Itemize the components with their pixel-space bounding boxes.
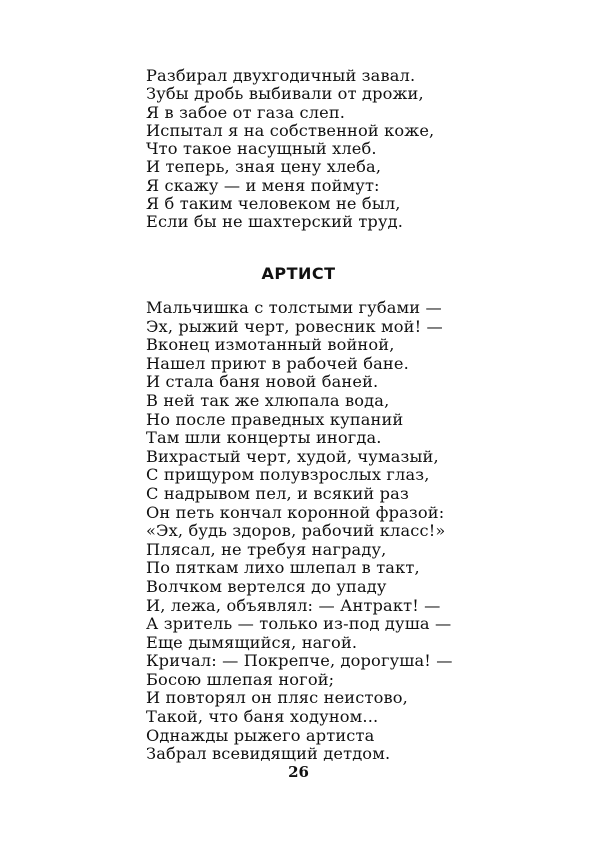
verse-line: Если бы не шахтерский труд. xyxy=(146,212,404,232)
verse-line: Однажды рыжего артиста xyxy=(146,725,375,745)
verse-line: А зритель — только из-под душа — xyxy=(146,614,452,634)
verse-line: Вихрастый черт, худой, чумазый, xyxy=(146,446,439,466)
page-number: 26 xyxy=(288,763,309,781)
verse-line: В ней так же хлюпала вода, xyxy=(146,390,390,410)
previous-poem-ending xyxy=(146,67,434,232)
verse-line: По пяткам лихо шлепал в такт, xyxy=(146,558,420,578)
verse-line: Я б таким человеком не был, xyxy=(146,194,401,214)
verse-line: «Эх, будь здоров, рабочий класс!» xyxy=(146,521,446,541)
verse-line: Мальчишка с толстыми губами — xyxy=(146,298,442,317)
verse-line: Я в забое от газа слеп. xyxy=(146,102,346,122)
verse-line: И теперь, зная цену хлеба, xyxy=(146,157,382,177)
verse-line: Вконец измотанный войной, xyxy=(146,335,395,355)
verse-line: Там шли концерты иногда. xyxy=(146,428,382,448)
verse-line: С надрывом пел, и всякий раз xyxy=(146,483,409,503)
verse-line: Что такое насущный хлеб. xyxy=(146,139,377,159)
verse-line: И стала баня новой баней. xyxy=(146,372,379,392)
verse-line: Кричал: — Покрепче, дорогуша! — xyxy=(146,651,453,671)
poem-title: АРТИСТ xyxy=(261,264,336,283)
verse-line: Нашел приют в рабочей бане. xyxy=(146,353,409,373)
verse-line: И повторял он пляс неистово, xyxy=(146,688,408,708)
verse-line: С прищуром полувзрослых глаз, xyxy=(146,465,430,485)
verse-line: И, лежа, объявлял: — Антракт! — xyxy=(146,595,441,615)
verse-line: Забрал всевидящий детдом. xyxy=(146,744,391,764)
verse-line: Волчком вертелся до упаду xyxy=(146,576,387,596)
verse-line: Босою шлепая ногой; xyxy=(146,669,335,689)
verse-line: Эх, рыжий черт, ровесник мой! — xyxy=(146,316,443,336)
verse-line: Я скажу — и меня поймут: xyxy=(146,175,380,195)
verse-line: Разбирал двухгодичный завал. xyxy=(146,66,416,85)
verse-line: Он петь кончал коронной фразой: xyxy=(146,502,445,522)
verse-line: Плясал, не требуя награду, xyxy=(146,539,387,559)
poem-body xyxy=(146,299,453,764)
verse-line: Такой, что баня ходуном... xyxy=(146,707,379,727)
verse-line: Испытал я на собственной коже, xyxy=(146,120,435,140)
verse-line: Но после праведных купаний xyxy=(146,409,404,429)
verse-line: Еще дымящийся, нагой. xyxy=(146,632,358,652)
verse-line: Зубы дробь выбивали от дрожи, xyxy=(146,84,424,104)
